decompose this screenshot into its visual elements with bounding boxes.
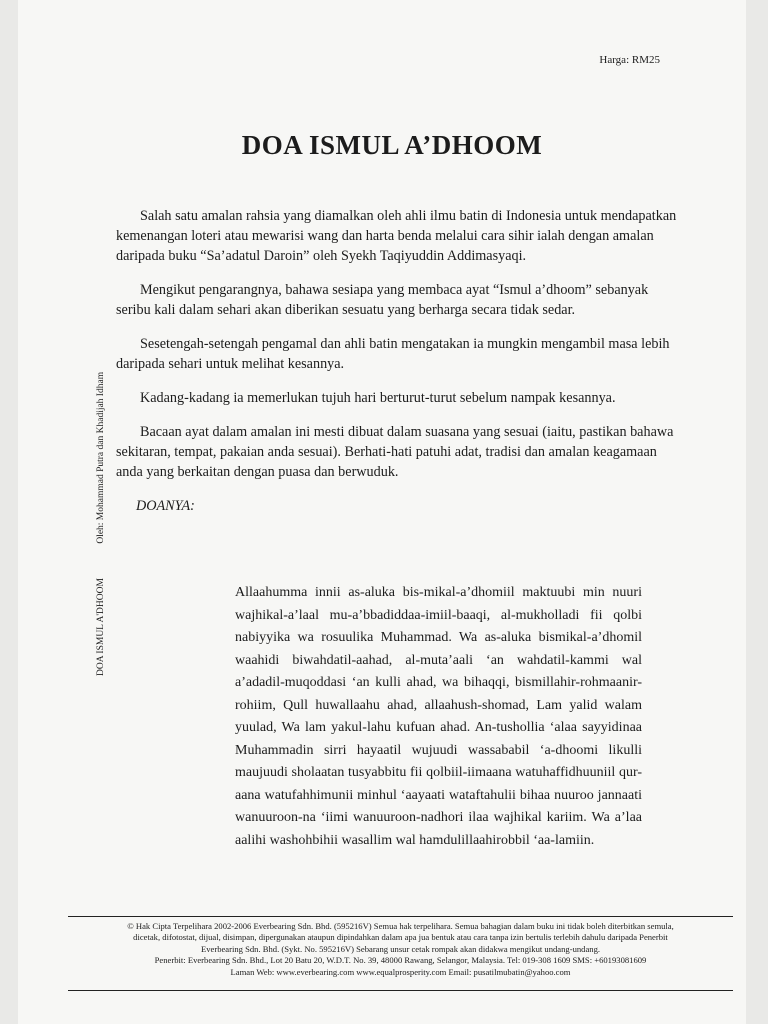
paragraph: Mengikut pengarangnya, bahawa sesiapa yang membaca ayat “Ismul a’dhoom” sebanyak seribu kali dalam sehari akan diberikan sesuatu yang berharga secara tidak sedar. [116,282,649,318]
footer-line: © Hak Cipta Terpelihara 2002-2006 Everbearing Sdn. Bhd. (595216V) Semua hak terpelihara. Semua bahagian dalam buku ini tidak boleh diterbitkan semula, [127,921,674,931]
footer-line: dicetak, difotostat, dijual, disimpan, dipergunakan ataupun dipindahkan dalam apa jua bentuk atau cara tanpa izin bertulis terlebih dahulu daripada Penerbit [133,932,668,943]
prayer-text: Allaahumma innii as-aluka bis-mikal-a’dhomiil maktuubi min nuuri wajhikal-a’laal mu-a’bbadiddaa-imiil-baaqi, al-mukholladi fii qolbi nabiyyika wa rosuulika Muhammad. Wa as-aluka bismikal-a’dhomil waahidi biwahdatil-aahad, al-muta’aali ‘an wahdatil-kammi wal a’adadil-muqoddasi ‘an kulli ahad, wa bihaqqi, bismillahir-rohmaanir-rohiim, Qull huwallaahu ahad, allaahush-shomad, Lam yalid walam yuulad, Wa lam yakul-lahu kufuan ahad. An-tushollia ‘alaa sayyidinaa Muhammadin sirri hayaatil wujuudi wassababil ‘a-dhoomi likulli maujuudi sholaatan tusyabbitu fii qolbiil-iimaana watuhaffidhuuniil qur-aana watufahhimunii minhul ‘aayaati wataftahulii bihaa nuuroo jannaati wanuuroon-na ‘iimi wanuuroon-nadhori ilaa wajhikal kariim. Wa a’laa aalihi washohbihii wasallim wal hamdulillaahirobbil ‘aa-lamiin. [235,585,642,848]
price-label: Harga: RM25 [599,54,660,66]
side-label [96,372,106,676]
document-page [18,0,746,1024]
copyright-footer [68,921,733,978]
doanya-label: DOANYA: [136,498,195,514]
paragraph: Bacaan ayat dalam amalan ini mesti dibuat dalam suasana yang sesuai (iaitu, pastikan bahawa sekitaran, tempat, pakaian anda sesuai). Berhati-hati patuhi adat, tradisi dan amalan keagamaan anda yang berkaitan dengan puasa dan berwuduk. [116,424,674,480]
paragraph: Salah satu amalan rahsia yang diamalkan oleh ahli ilmu batin di Indonesia untuk mendapatkan kemenangan loteri atau mewarisi wang dan harta benda melalui cara sihir ialah dengan amalan daripada buku “Sa’adatul Daroin” oleh Syekh Taqiyuddin Addimasyaqi. [116,208,677,264]
paragraph: Sesetengah-setengah pengamal dan ahli batin mengatakan ia mungkin mengambil masa lebih daripada sehari untuk melihat kesannya. [116,336,670,372]
footer-line: Everbearing Sdn. Bhd. (Sykt. No. 595216V) Sebarang unsur cetak rompak akan didakwa mengikut undang-undang. [200,943,601,954]
document-title: DOA ISMUL A’DHOOM [241,130,543,160]
paragraph: Kadang-kadang ia memerlukan tujuh hari berturut-turut sebelum nampak kesannya. [140,390,616,406]
article-body [116,206,680,516]
footer-line: Penerbit: Everbearing Sdn. Bhd., Lot 20 Batu 20, W.D.T. No. 39, 48000 Rawang, Selangor, Malaysia. Tel: 019-308 1609 SMS: +60193081609 [154,955,647,966]
side-label-author: Oleh: Mohammad Putra dan Khadijah Idham [96,371,106,544]
footer-line: Laman Web: www.everbearing.com www.equalprosperity.com Email: pusatilmubatin@yahoo.com [230,966,571,977]
footer-divider-bottom [68,990,733,991]
side-label-title: DOA ISMUL A'DHOOM [96,578,106,676]
footer-divider-top [68,916,733,917]
